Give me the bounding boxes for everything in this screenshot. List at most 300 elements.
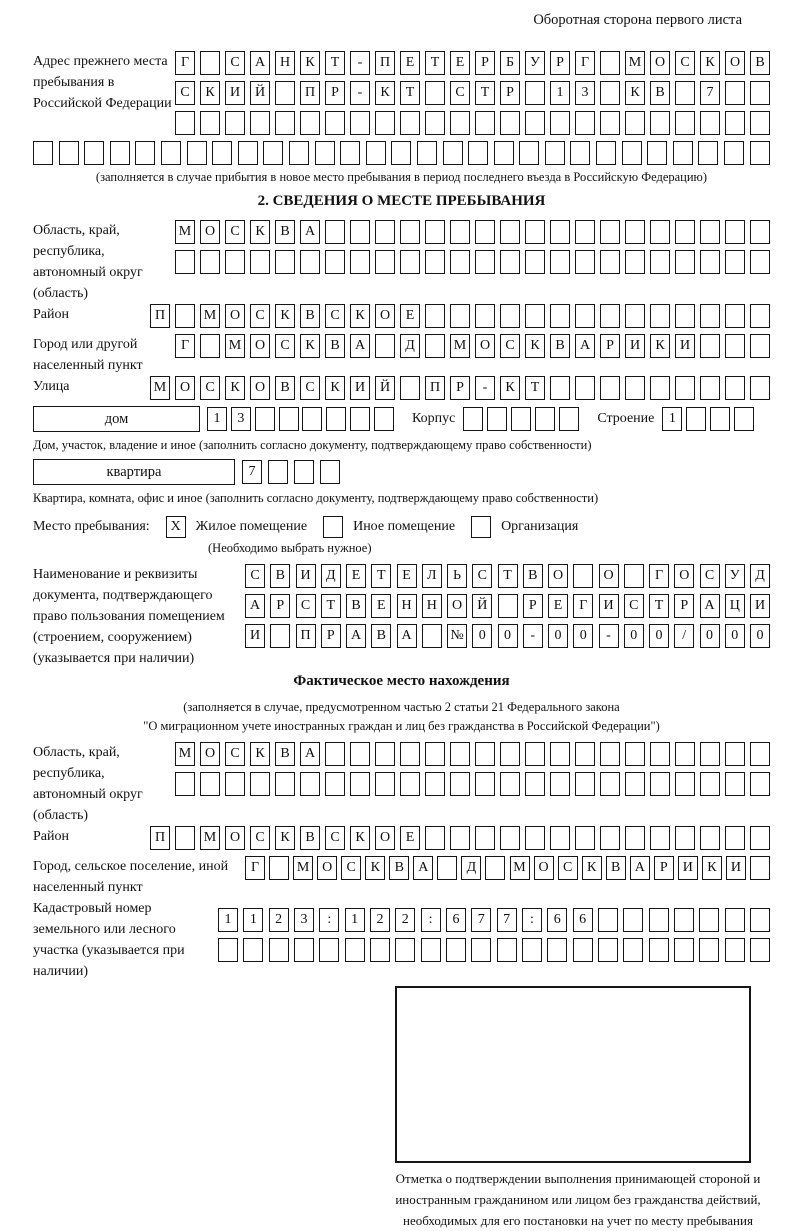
- form-cell[interactable]: К: [582, 856, 602, 880]
- form-cell[interactable]: Е: [450, 51, 470, 75]
- form-cell[interactable]: [535, 407, 555, 431]
- form-cell[interactable]: 3: [231, 407, 251, 431]
- form-cell[interactable]: А: [630, 856, 650, 880]
- form-cell[interactable]: К: [275, 304, 295, 328]
- form-cell[interactable]: 0: [548, 624, 568, 648]
- form-cell[interactable]: И: [678, 856, 698, 880]
- form-cell[interactable]: К: [700, 51, 720, 75]
- form-cell[interactable]: [340, 141, 360, 165]
- form-cell[interactable]: 3: [294, 908, 314, 932]
- form-cell[interactable]: [187, 141, 207, 165]
- form-cell[interactable]: [487, 407, 507, 431]
- form-cell[interactable]: 6: [573, 908, 593, 932]
- form-cell[interactable]: [200, 111, 220, 135]
- form-cell[interactable]: Т: [649, 594, 669, 618]
- form-cell[interactable]: А: [413, 856, 433, 880]
- form-cell[interactable]: [350, 407, 370, 431]
- form-cell[interactable]: [175, 826, 195, 850]
- form-cell[interactable]: [699, 908, 719, 932]
- form-cell[interactable]: [475, 111, 495, 135]
- form-cell[interactable]: Н: [422, 594, 442, 618]
- form-cell[interactable]: [450, 826, 470, 850]
- form-cell[interactable]: [500, 111, 520, 135]
- form-cell[interactable]: Т: [498, 564, 518, 588]
- form-cell[interactable]: [575, 111, 595, 135]
- form-cell[interactable]: М: [150, 376, 170, 400]
- form-cell[interactable]: [750, 908, 770, 932]
- form-cell[interactable]: 0: [649, 624, 669, 648]
- form-cell[interactable]: [675, 220, 695, 244]
- form-cell[interactable]: [700, 304, 720, 328]
- form-cell[interactable]: [575, 250, 595, 274]
- form-cell[interactable]: [497, 938, 517, 962]
- house-type-box[interactable]: дом: [33, 406, 200, 432]
- form-cell[interactable]: С: [175, 81, 195, 105]
- form-cell[interactable]: [725, 908, 745, 932]
- form-cell[interactable]: С: [275, 334, 295, 358]
- form-cell[interactable]: 1: [243, 908, 263, 932]
- form-cell[interactable]: [700, 826, 720, 850]
- form-cell[interactable]: [269, 856, 289, 880]
- form-cell[interactable]: [475, 304, 495, 328]
- form-cell[interactable]: [375, 742, 395, 766]
- form-cell[interactable]: [750, 856, 770, 880]
- form-cell[interactable]: К: [225, 376, 245, 400]
- form-cell[interactable]: [575, 826, 595, 850]
- form-cell[interactable]: [675, 304, 695, 328]
- form-cell[interactable]: В: [371, 624, 391, 648]
- form-cell[interactable]: 1: [662, 407, 682, 431]
- form-cell[interactable]: [450, 111, 470, 135]
- other-premises-checkbox[interactable]: [323, 516, 343, 538]
- form-cell[interactable]: [325, 742, 345, 766]
- form-cell[interactable]: И: [599, 594, 619, 618]
- form-cell[interactable]: И: [296, 564, 316, 588]
- form-cell[interactable]: О: [200, 220, 220, 244]
- form-cell[interactable]: С: [325, 304, 345, 328]
- form-cell[interactable]: 1: [218, 908, 238, 932]
- form-cell[interactable]: [450, 220, 470, 244]
- form-cell[interactable]: [559, 407, 579, 431]
- form-cell[interactable]: [263, 141, 283, 165]
- form-cell[interactable]: [425, 220, 445, 244]
- form-cell[interactable]: [250, 111, 270, 135]
- form-cell[interactable]: [200, 51, 220, 75]
- form-cell[interactable]: А: [575, 334, 595, 358]
- form-cell[interactable]: [375, 334, 395, 358]
- form-cell[interactable]: М: [200, 304, 220, 328]
- form-cell[interactable]: [325, 220, 345, 244]
- form-cell[interactable]: Ь: [447, 564, 467, 588]
- form-cell[interactable]: [494, 141, 514, 165]
- form-cell[interactable]: [302, 407, 322, 431]
- form-cell[interactable]: О: [225, 826, 245, 850]
- form-cell[interactable]: И: [750, 594, 770, 618]
- form-cell[interactable]: К: [375, 81, 395, 105]
- form-cell[interactable]: О: [725, 51, 745, 75]
- form-cell[interactable]: [725, 304, 745, 328]
- form-cell[interactable]: А: [300, 742, 320, 766]
- form-cell[interactable]: [500, 304, 520, 328]
- form-cell[interactable]: О: [599, 564, 619, 588]
- form-cell[interactable]: [59, 141, 79, 165]
- form-cell[interactable]: Н: [397, 594, 417, 618]
- form-cell[interactable]: В: [650, 81, 670, 105]
- form-cell[interactable]: К: [650, 334, 670, 358]
- form-cell[interactable]: И: [350, 376, 370, 400]
- form-cell[interactable]: [600, 376, 620, 400]
- form-cell[interactable]: [525, 81, 545, 105]
- form-cell[interactable]: [135, 141, 155, 165]
- form-cell[interactable]: 0: [624, 624, 644, 648]
- form-cell[interactable]: [600, 826, 620, 850]
- form-cell[interactable]: [475, 742, 495, 766]
- form-cell[interactable]: [279, 407, 299, 431]
- form-cell[interactable]: [600, 742, 620, 766]
- form-cell[interactable]: [519, 141, 539, 165]
- form-cell[interactable]: Е: [371, 594, 391, 618]
- form-cell[interactable]: [450, 772, 470, 796]
- form-cell[interactable]: [600, 111, 620, 135]
- form-cell[interactable]: [345, 938, 365, 962]
- form-cell[interactable]: О: [674, 564, 694, 588]
- form-cell[interactable]: 3: [575, 81, 595, 105]
- form-cell[interactable]: [710, 407, 730, 431]
- form-cell[interactable]: [475, 826, 495, 850]
- form-cell[interactable]: [300, 772, 320, 796]
- form-cell[interactable]: [475, 250, 495, 274]
- form-cell[interactable]: Ц: [725, 594, 745, 618]
- form-cell[interactable]: 0: [750, 624, 770, 648]
- form-cell[interactable]: [375, 111, 395, 135]
- form-cell[interactable]: [575, 742, 595, 766]
- form-cell[interactable]: [750, 826, 770, 850]
- form-cell[interactable]: [315, 141, 335, 165]
- form-cell[interactable]: [270, 624, 290, 648]
- form-cell[interactable]: [294, 460, 314, 484]
- form-cell[interactable]: О: [225, 304, 245, 328]
- form-cell[interactable]: [649, 908, 669, 932]
- form-cell[interactable]: К: [365, 856, 385, 880]
- form-cell[interactable]: [596, 141, 616, 165]
- form-cell[interactable]: [650, 376, 670, 400]
- form-cell[interactable]: [500, 826, 520, 850]
- form-cell[interactable]: [425, 250, 445, 274]
- form-cell[interactable]: [625, 742, 645, 766]
- form-cell[interactable]: [550, 742, 570, 766]
- form-cell[interactable]: М: [510, 856, 530, 880]
- form-cell[interactable]: Г: [175, 51, 195, 75]
- form-cell[interactable]: В: [550, 334, 570, 358]
- form-cell[interactable]: Т: [475, 81, 495, 105]
- form-cell[interactable]: П: [150, 304, 170, 328]
- form-cell[interactable]: Е: [346, 564, 366, 588]
- form-cell[interactable]: [475, 220, 495, 244]
- form-cell[interactable]: [725, 376, 745, 400]
- form-cell[interactable]: [375, 250, 395, 274]
- form-cell[interactable]: С: [250, 304, 270, 328]
- form-cell[interactable]: 0: [472, 624, 492, 648]
- form-cell[interactable]: [650, 772, 670, 796]
- form-cell[interactable]: Р: [270, 594, 290, 618]
- form-cell[interactable]: [500, 742, 520, 766]
- form-cell[interactable]: [200, 334, 220, 358]
- form-cell[interactable]: [700, 111, 720, 135]
- form-cell[interactable]: С: [472, 564, 492, 588]
- form-cell[interactable]: [450, 742, 470, 766]
- form-cell[interactable]: А: [350, 334, 370, 358]
- form-cell[interactable]: [485, 856, 505, 880]
- form-cell[interactable]: [300, 111, 320, 135]
- form-cell[interactable]: [425, 772, 445, 796]
- form-cell[interactable]: 1: [345, 908, 365, 932]
- form-cell[interactable]: [225, 250, 245, 274]
- form-cell[interactable]: В: [275, 742, 295, 766]
- form-cell[interactable]: [370, 938, 390, 962]
- form-cell[interactable]: [545, 141, 565, 165]
- form-cell[interactable]: 6: [446, 908, 466, 932]
- form-cell[interactable]: К: [250, 742, 270, 766]
- form-cell[interactable]: [725, 938, 745, 962]
- form-cell[interactable]: [623, 938, 643, 962]
- form-cell[interactable]: [625, 826, 645, 850]
- form-cell[interactable]: [550, 772, 570, 796]
- form-cell[interactable]: [750, 334, 770, 358]
- form-cell[interactable]: [250, 250, 270, 274]
- form-cell[interactable]: [573, 564, 593, 588]
- form-cell[interactable]: [175, 250, 195, 274]
- form-cell[interactable]: С: [500, 334, 520, 358]
- form-cell[interactable]: П: [150, 826, 170, 850]
- form-cell[interactable]: [450, 304, 470, 328]
- form-cell[interactable]: И: [225, 81, 245, 105]
- form-cell[interactable]: Д: [750, 564, 770, 588]
- form-cell[interactable]: [294, 938, 314, 962]
- form-cell[interactable]: С: [225, 742, 245, 766]
- form-cell[interactable]: [325, 772, 345, 796]
- form-cell[interactable]: [700, 772, 720, 796]
- form-cell[interactable]: [525, 826, 545, 850]
- form-cell[interactable]: [255, 407, 275, 431]
- form-cell[interactable]: [700, 334, 720, 358]
- form-cell[interactable]: К: [500, 376, 520, 400]
- form-cell[interactable]: [600, 81, 620, 105]
- form-cell[interactable]: -: [350, 51, 370, 75]
- form-cell[interactable]: [391, 141, 411, 165]
- form-cell[interactable]: №: [447, 624, 467, 648]
- apartment-type-box[interactable]: квартира: [33, 459, 235, 485]
- form-cell[interactable]: 0: [498, 624, 518, 648]
- form-cell[interactable]: Й: [250, 81, 270, 105]
- form-cell[interactable]: Г: [575, 51, 595, 75]
- form-cell[interactable]: С: [245, 564, 265, 588]
- form-cell[interactable]: [161, 141, 181, 165]
- form-cell[interactable]: В: [300, 304, 320, 328]
- form-cell[interactable]: [750, 141, 770, 165]
- form-cell[interactable]: :: [421, 908, 441, 932]
- form-cell[interactable]: [750, 304, 770, 328]
- form-cell[interactable]: П: [425, 376, 445, 400]
- form-cell[interactable]: [425, 742, 445, 766]
- form-cell[interactable]: [463, 407, 483, 431]
- form-cell[interactable]: [350, 772, 370, 796]
- form-cell[interactable]: [650, 742, 670, 766]
- form-cell[interactable]: [375, 220, 395, 244]
- form-cell[interactable]: [625, 220, 645, 244]
- form-cell[interactable]: А: [250, 51, 270, 75]
- organization-checkbox[interactable]: [471, 516, 491, 538]
- form-cell[interactable]: [238, 141, 258, 165]
- form-cell[interactable]: К: [625, 81, 645, 105]
- form-cell[interactable]: О: [548, 564, 568, 588]
- form-cell[interactable]: С: [296, 594, 316, 618]
- form-cell[interactable]: [550, 250, 570, 274]
- form-cell[interactable]: [598, 938, 618, 962]
- form-cell[interactable]: О: [250, 376, 270, 400]
- form-cell[interactable]: [395, 938, 415, 962]
- form-cell[interactable]: М: [293, 856, 313, 880]
- form-cell[interactable]: [647, 141, 667, 165]
- form-cell[interactable]: [573, 938, 593, 962]
- form-cell[interactable]: 6: [547, 908, 567, 932]
- form-cell[interactable]: [750, 220, 770, 244]
- form-cell[interactable]: О: [475, 334, 495, 358]
- form-cell[interactable]: В: [270, 564, 290, 588]
- form-cell[interactable]: Й: [375, 376, 395, 400]
- form-cell[interactable]: [600, 220, 620, 244]
- form-cell[interactable]: И: [726, 856, 746, 880]
- form-cell[interactable]: [417, 141, 437, 165]
- form-cell[interactable]: [547, 938, 567, 962]
- form-cell[interactable]: [625, 376, 645, 400]
- form-cell[interactable]: В: [346, 594, 366, 618]
- form-cell[interactable]: К: [350, 304, 370, 328]
- form-cell[interactable]: О: [375, 304, 395, 328]
- form-cell[interactable]: К: [350, 826, 370, 850]
- form-cell[interactable]: С: [225, 220, 245, 244]
- form-cell[interactable]: Й: [472, 594, 492, 618]
- form-cell[interactable]: [650, 304, 670, 328]
- form-cell[interactable]: :: [319, 908, 339, 932]
- form-cell[interactable]: [570, 141, 590, 165]
- form-cell[interactable]: А: [700, 594, 720, 618]
- form-cell[interactable]: [525, 250, 545, 274]
- form-cell[interactable]: [623, 908, 643, 932]
- form-cell[interactable]: Р: [475, 51, 495, 75]
- form-cell[interactable]: П: [375, 51, 395, 75]
- form-cell[interactable]: [675, 772, 695, 796]
- form-cell[interactable]: О: [650, 51, 670, 75]
- form-cell[interactable]: [674, 938, 694, 962]
- form-cell[interactable]: М: [175, 742, 195, 766]
- form-cell[interactable]: О: [175, 376, 195, 400]
- form-cell[interactable]: В: [325, 334, 345, 358]
- form-cell[interactable]: С: [558, 856, 578, 880]
- form-cell[interactable]: [225, 111, 245, 135]
- form-cell[interactable]: Е: [400, 826, 420, 850]
- form-cell[interactable]: [275, 772, 295, 796]
- form-cell[interactable]: [300, 250, 320, 274]
- form-cell[interactable]: [250, 772, 270, 796]
- form-cell[interactable]: [750, 772, 770, 796]
- form-cell[interactable]: 1: [207, 407, 227, 431]
- form-cell[interactable]: [675, 742, 695, 766]
- form-cell[interactable]: О: [534, 856, 554, 880]
- form-cell[interactable]: Р: [600, 334, 620, 358]
- form-cell[interactable]: А: [245, 594, 265, 618]
- form-cell[interactable]: [698, 141, 718, 165]
- form-cell[interactable]: И: [245, 624, 265, 648]
- form-cell[interactable]: [725, 111, 745, 135]
- form-cell[interactable]: К: [525, 334, 545, 358]
- form-cell[interactable]: [175, 304, 195, 328]
- form-cell[interactable]: С: [300, 376, 320, 400]
- form-cell[interactable]: Н: [275, 51, 295, 75]
- form-cell[interactable]: 2: [269, 908, 289, 932]
- form-cell[interactable]: [422, 624, 442, 648]
- form-cell[interactable]: [425, 81, 445, 105]
- form-cell[interactable]: С: [700, 564, 720, 588]
- form-cell[interactable]: [289, 141, 309, 165]
- form-cell[interactable]: [84, 141, 104, 165]
- form-cell[interactable]: [625, 772, 645, 796]
- form-cell[interactable]: П: [300, 81, 320, 105]
- form-cell[interactable]: [675, 81, 695, 105]
- form-cell[interactable]: [366, 141, 386, 165]
- form-cell[interactable]: [525, 772, 545, 796]
- form-cell[interactable]: [525, 220, 545, 244]
- form-cell[interactable]: Г: [649, 564, 669, 588]
- form-cell[interactable]: [550, 220, 570, 244]
- form-cell[interactable]: [350, 111, 370, 135]
- form-cell[interactable]: [724, 141, 744, 165]
- form-cell[interactable]: [450, 250, 470, 274]
- form-cell[interactable]: [268, 460, 288, 484]
- form-cell[interactable]: Т: [425, 51, 445, 75]
- form-cell[interactable]: Л: [422, 564, 442, 588]
- form-cell[interactable]: [400, 376, 420, 400]
- form-cell[interactable]: [675, 826, 695, 850]
- form-cell[interactable]: Р: [674, 594, 694, 618]
- form-cell[interactable]: [275, 111, 295, 135]
- form-cell[interactable]: В: [389, 856, 409, 880]
- form-cell[interactable]: Р: [550, 51, 570, 75]
- form-cell[interactable]: [600, 772, 620, 796]
- form-cell[interactable]: Б: [500, 51, 520, 75]
- form-cell[interactable]: [350, 220, 370, 244]
- form-cell[interactable]: [400, 742, 420, 766]
- form-cell[interactable]: [375, 772, 395, 796]
- form-cell[interactable]: [425, 111, 445, 135]
- form-cell[interactable]: [650, 826, 670, 850]
- form-cell[interactable]: М: [450, 334, 470, 358]
- form-cell[interactable]: [624, 564, 644, 588]
- form-cell[interactable]: Д: [461, 856, 481, 880]
- form-cell[interactable]: Д: [321, 564, 341, 588]
- form-cell[interactable]: [522, 938, 542, 962]
- form-cell[interactable]: Р: [321, 624, 341, 648]
- form-cell[interactable]: [471, 938, 491, 962]
- form-cell[interactable]: [650, 111, 670, 135]
- form-cell[interactable]: [575, 376, 595, 400]
- form-cell[interactable]: Е: [397, 564, 417, 588]
- form-cell[interactable]: [750, 81, 770, 105]
- residential-checkbox[interactable]: X: [166, 516, 186, 538]
- form-cell[interactable]: 0: [573, 624, 593, 648]
- form-cell[interactable]: [750, 111, 770, 135]
- form-cell[interactable]: -: [350, 81, 370, 105]
- form-cell[interactable]: О: [200, 742, 220, 766]
